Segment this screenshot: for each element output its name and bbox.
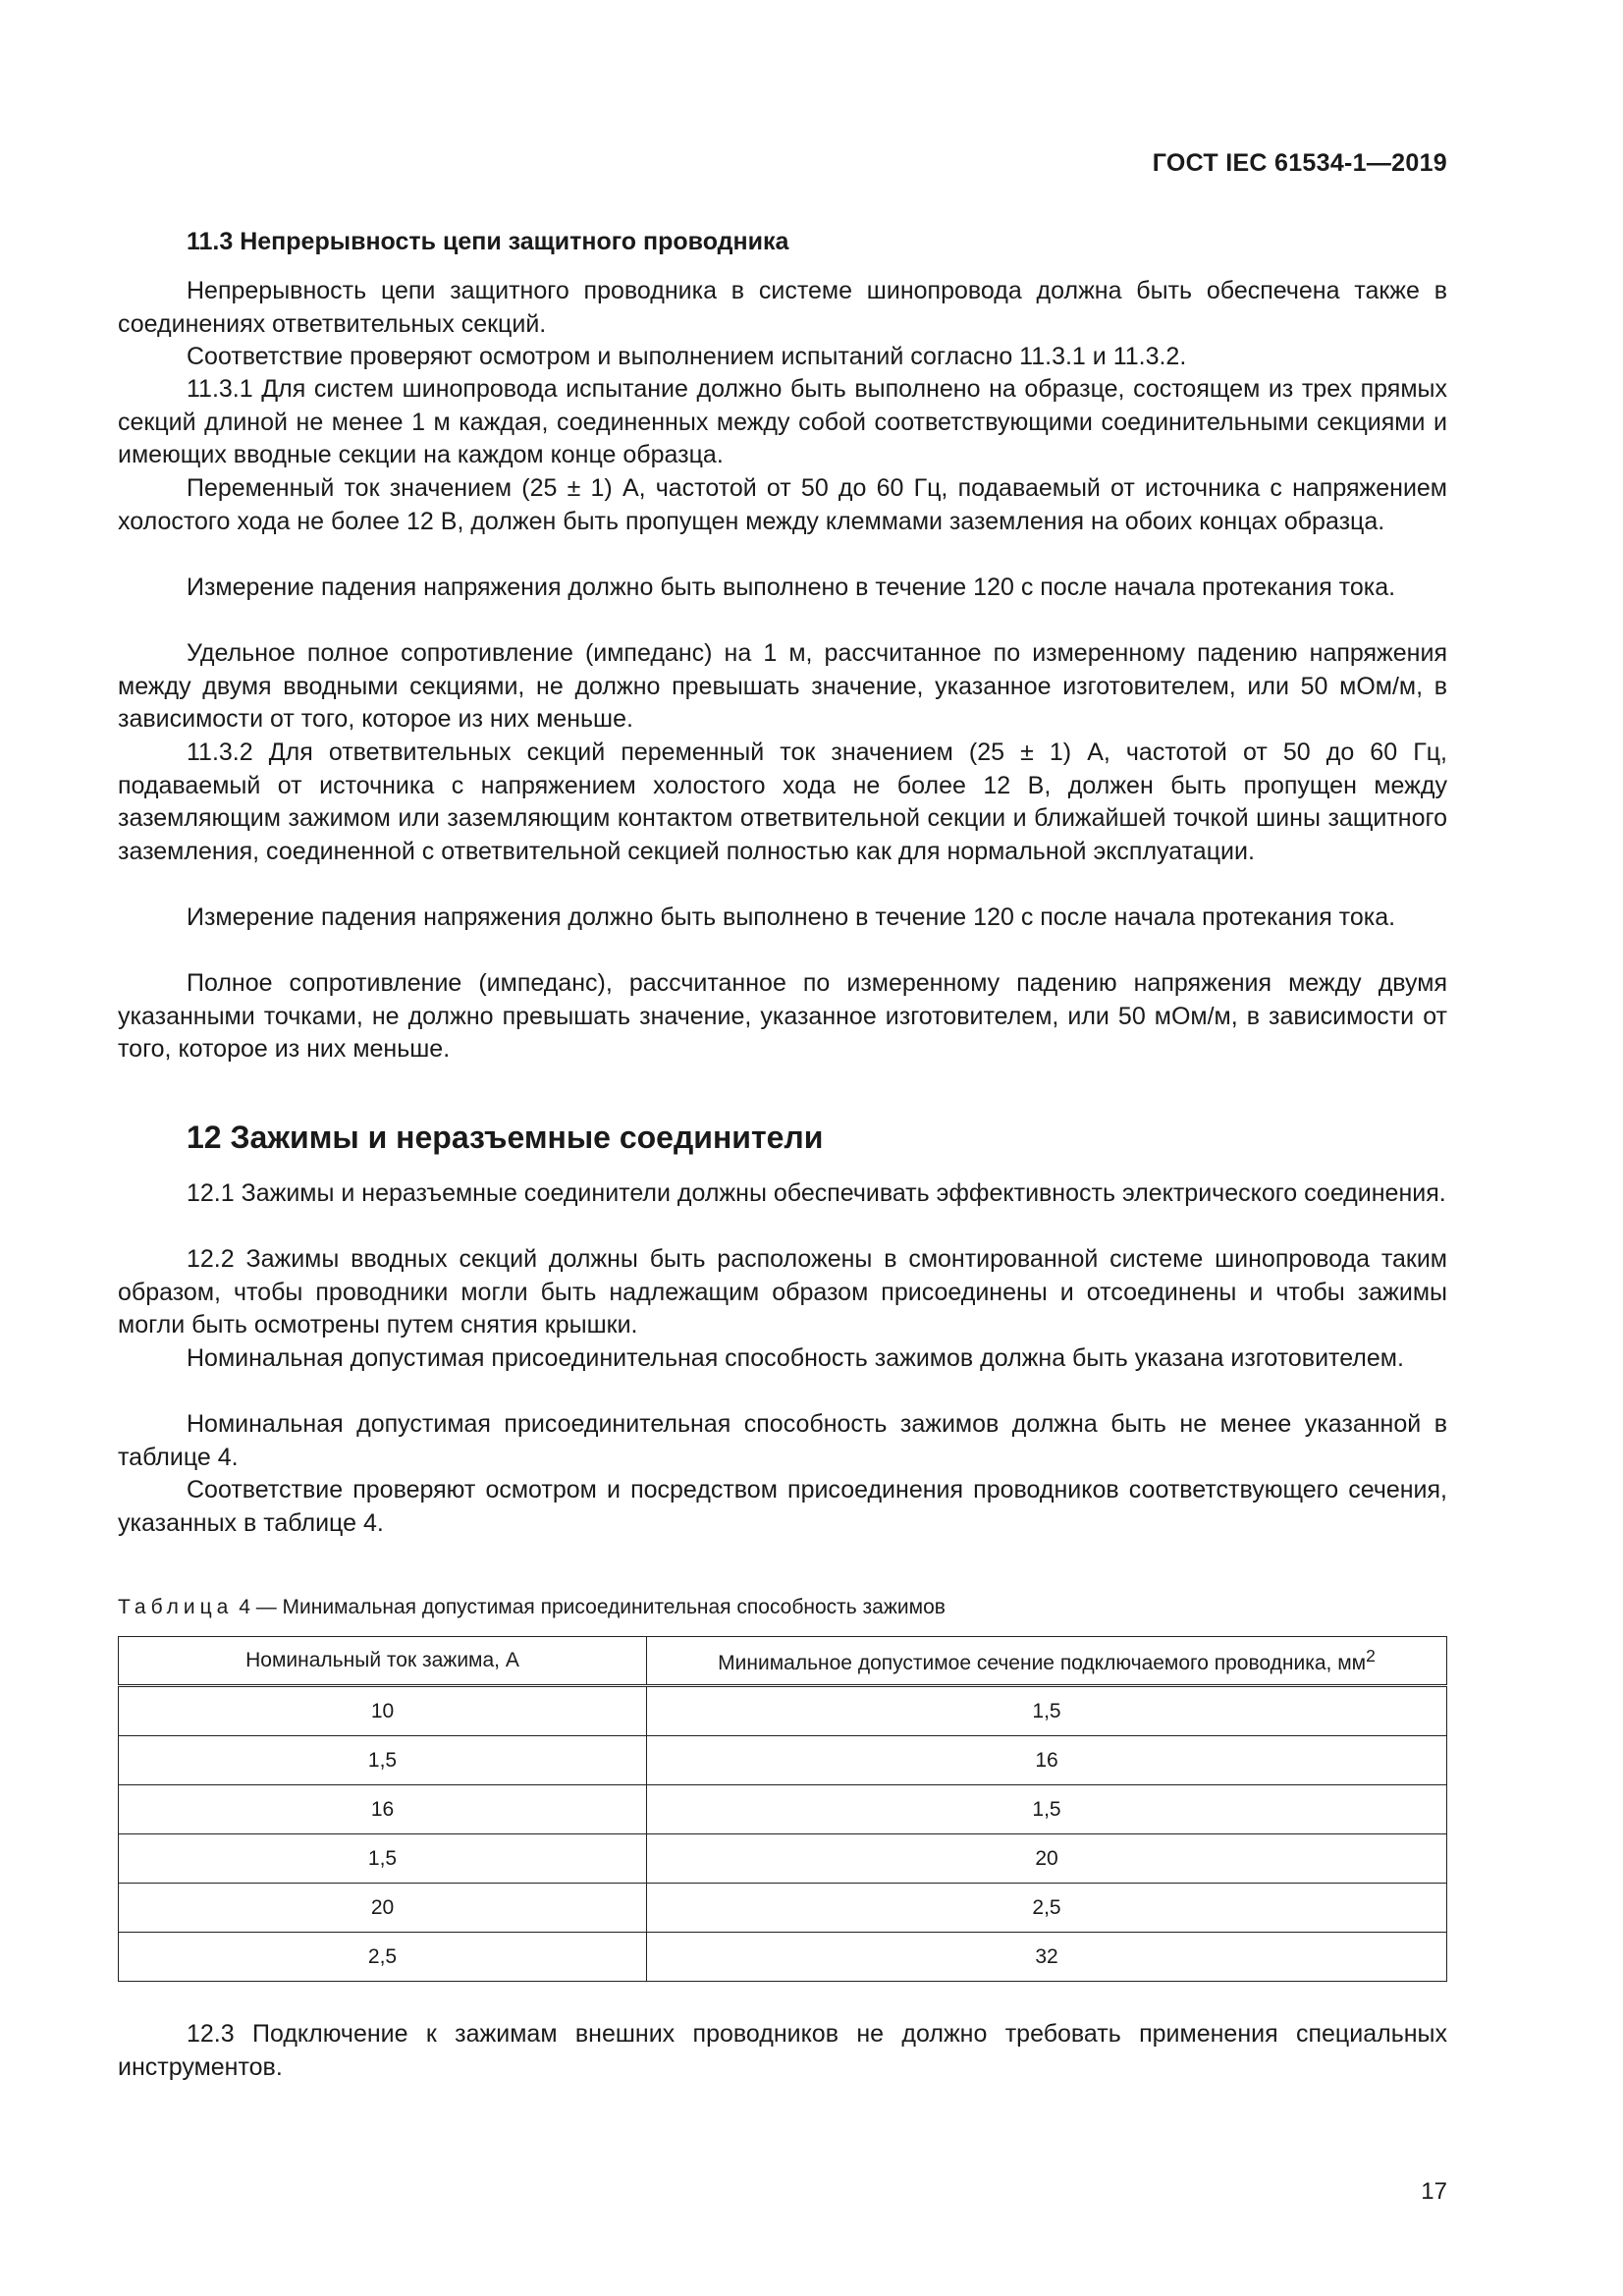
- paragraph: Измерение падения напряжения должно быть выполнено в течение 120 с после начала протекания тока.: [187, 574, 1396, 601]
- document-header: ГОСТ IEC 61534-1—2019: [1152, 149, 1447, 177]
- table-row: [119, 1884, 1447, 1933]
- table-caption-text: 4 — Минимальная допустимая присоединительная способность зажимов: [239, 1596, 946, 1618]
- table-row: [119, 1785, 1447, 1834]
- terminal-capacity-table: [118, 1636, 1447, 1982]
- table-row: [119, 1736, 1447, 1785]
- cell-rated-current: 2,5: [119, 1933, 647, 1982]
- paragraph: 12.1 Зажимы и неразъемные соединители должны обеспечивать эффективность электрического соединения.: [187, 1179, 1446, 1207]
- paragraph: 11.3.1 Для систем шинопровода испытание должно быть выполнено на образце, состоящем из трех прямых секций длиной не менее 1 м каждая, соединенных между собой соответствующими соединительными секциями и имеющих вводные секции на каждом конце образца.: [118, 375, 1447, 468]
- section-11-3-title: 11.3 Непрерывность цепи защитного проводника: [187, 228, 789, 255]
- header-rated-current: Номинальный ток зажима, А: [119, 1637, 647, 1686]
- header-min-cross-section-text: Минимальное допустимое сечение подключаемого проводника, мм: [718, 1652, 1367, 1674]
- cell-rated-current: 10: [119, 1686, 647, 1736]
- cell-rated-current: 16: [119, 1785, 647, 1834]
- paragraph: Удельное полное сопротивление (импеданс) на 1 м, рассчитанное по измеренному падению напряжения между двумя вводными секциями, не должно превышать значение, указанное изготовителем, или 50 мОм/м, в зависимости от того, которое из них меньше.: [118, 639, 1447, 733]
- paragraph: 12.2 Зажимы вводных секций должны быть расположены в смонтированной системе шинопровода таким образом, чтобы проводники могли быть надлежащим образом присоединены и отсоединены и чтобы зажимы могли быть осмотрены путем снятия крышки.: [118, 1245, 1447, 1339]
- header-min-cross-section: [647, 1637, 1447, 1686]
- paragraph: Полное сопротивление (импеданс), рассчитанное по измеренному падению напряжения между двумя указанными точками, не должно превышать значение, указанное изготовителем, или 50 мОм/м, в зависимости от того, которое из них меньше.: [118, 969, 1447, 1063]
- cell-cross-section: 2,5: [647, 1884, 1447, 1933]
- paragraph: Соответствие проверяют осмотром и выполнением испытаний согласно 11.3.1 и 11.3.2.: [187, 343, 1187, 370]
- paragraph: Непрерывность цепи защитного проводника в системе шинопровода должна быть обеспечена также в соединениях ответвительных секций.: [118, 277, 1447, 338]
- paragraph: Соответствие проверяют осмотром и посредством присоединения проводников соответствующего сечения, указанных в таблице 4.: [118, 1476, 1447, 1537]
- table-row: [119, 1834, 1447, 1884]
- paragraph: Переменный ток значением (25 ± 1) А, частотой от 50 до 60 Гц, подаваемый от источника с напряжением холостого хода не более 12 В, должен быть пропущен между клеммами заземления на обоих концах образца.: [118, 474, 1447, 535]
- table-row: [119, 1933, 1447, 1982]
- paragraph: 12.3 Подключение к зажимам внешних проводников не должно требовать применения специальных инструментов.: [118, 2020, 1447, 2081]
- cell-cross-section: 1,5: [647, 1686, 1447, 1736]
- cell-rated-current: 1,5: [119, 1736, 647, 1785]
- cell-cross-section: 1,5: [647, 1785, 1447, 1834]
- cell-cross-section: 16: [647, 1736, 1447, 1785]
- paragraph: 11.3.2 Для ответвительных секций переменный ток значением (25 ± 1) А, частотой от 50 до 60 Гц, подаваемый от источника с напряжением холостого хода не более 12 В, должен быть пропущен между заземляющим зажимом или заземляющим контактом ответвительной секции и ближайшей точкой шины защитного заземления, соединенной с ответвительной секцией полностью как для нормальной эксплуатации.: [118, 738, 1447, 865]
- cell-rated-current: 1,5: [119, 1834, 647, 1884]
- table-header-row: [119, 1637, 1447, 1686]
- paragraph: Измерение падения напряжения должно быть выполнено в течение 120 с после начала протекания тока.: [187, 903, 1396, 931]
- paragraph: Номинальная допустимая присоединительная способность зажимов должна быть указана изготовителем.: [187, 1344, 1404, 1372]
- cell-rated-current: 20: [119, 1884, 647, 1933]
- paragraph: Номинальная допустимая присоединительная способность зажимов должна быть не менее указанной в таблице 4.: [118, 1410, 1447, 1471]
- page-number: 17: [1421, 2178, 1447, 2205]
- table-row: [119, 1686, 1447, 1736]
- table-caption-label: Таблица: [118, 1596, 234, 1618]
- section-12-title: 12 Зажимы и неразъемные соединители: [187, 1120, 824, 1155]
- cell-cross-section: 32: [647, 1933, 1447, 1982]
- superscript-2: 2: [1366, 1646, 1376, 1666]
- table-caption: [118, 1596, 946, 1619]
- cell-cross-section: 20: [647, 1834, 1447, 1884]
